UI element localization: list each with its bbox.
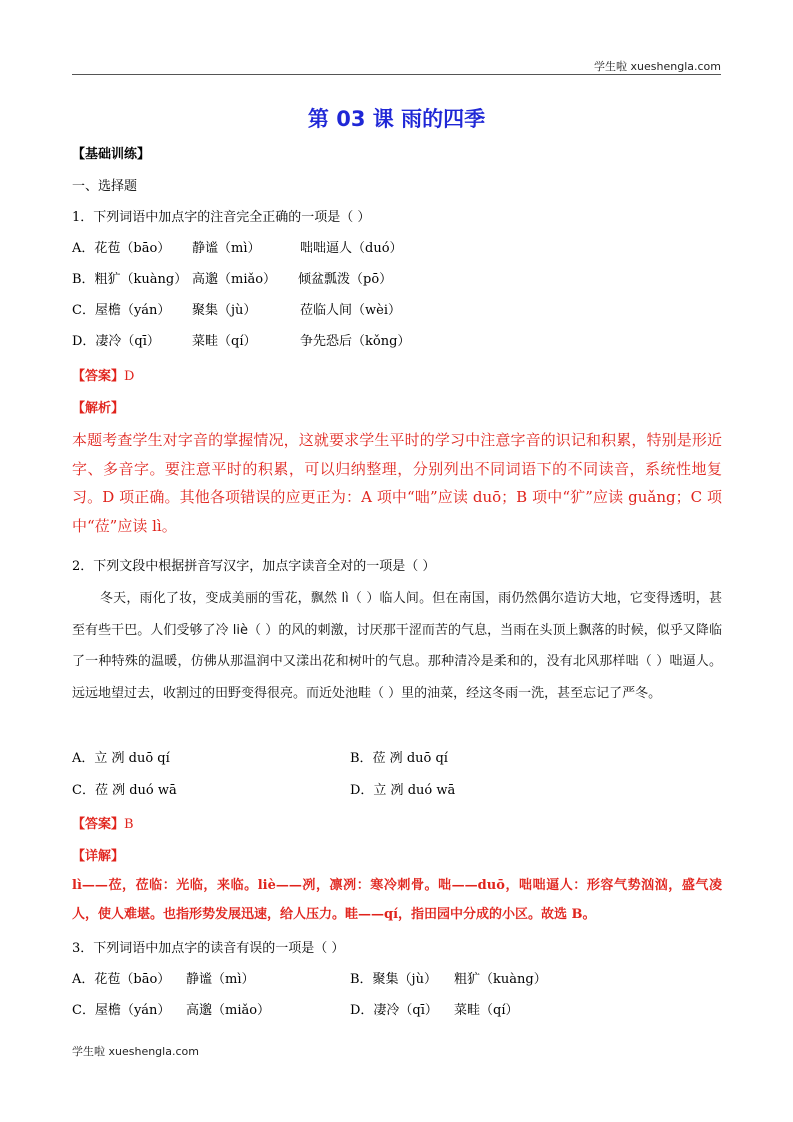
q3-option-row-1 bbox=[72, 971, 722, 989]
q2-detail: lì——莅，莅临：光临，来临。liè——冽，凛冽：寒冷刺骨。咄——duō，咄咄逼人：形容气势汹汹，盛气凌人，使人难堪。也指形势发展迅速，给人压力。畦——qí，指田园中分成的小区。故选 B。 bbox=[72, 878, 722, 922]
q2-answer-label: 【答案】 bbox=[72, 817, 125, 832]
q1-a-3: 咄咄逼人（duó） bbox=[300, 241, 403, 256]
q3-r2-4: 菜畦（qí） bbox=[454, 1003, 519, 1018]
q1-answer bbox=[72, 368, 134, 386]
q3-option-row-2 bbox=[72, 1002, 722, 1020]
q1-b-3: 倾盆瓢泼（pō） bbox=[298, 272, 393, 287]
q1-b-1: B．粗犷（kuàng） bbox=[72, 272, 188, 287]
q3-r1-3: B．聚集（jù） bbox=[350, 972, 437, 987]
page-title: 第 03 课 雨的四季 bbox=[307, 107, 486, 131]
q3-r2-3: D．凄冷（qī） bbox=[350, 1003, 438, 1018]
q1-a-1: A．花苞（bāo） bbox=[72, 241, 171, 256]
q2-detail-label: 【详解】 bbox=[72, 849, 125, 864]
q3-r1-1: A．花苞（bāo） bbox=[72, 972, 171, 987]
q1-c-3: 莅临人间（wèi） bbox=[300, 303, 401, 318]
q1-stem: 1．下列词语中加点字的注音完全正确的一项是（ ） bbox=[72, 210, 371, 225]
q2-option-b: B．莅 冽 duō qí bbox=[350, 751, 448, 766]
q1-c-2: 聚集（jù） bbox=[192, 303, 257, 318]
q1-answer-label: 【答案】 bbox=[72, 369, 125, 384]
header-rule bbox=[72, 74, 721, 75]
q3-stem: 3．下列词语中加点字的读音有误的一项是（ ） bbox=[72, 941, 345, 956]
q1-analysis-label: 【解析】 bbox=[72, 401, 125, 416]
q1-d-3: 争先恐后（kǒng） bbox=[300, 334, 411, 349]
q1-option-b bbox=[72, 271, 722, 289]
q2-option-d: D．立 冽 duó wā bbox=[350, 783, 456, 798]
q2-option-a: A．立 冽 duō qí bbox=[72, 751, 170, 766]
q1-analysis: 本题考查学生对字音的掌握情况，这就要求学生平时的学习中注意字音的识记和积累，特别是形近字、多音字。要注意平时的积累，可以归纳整理，分别列出不同词语下的不同读音，系统性地复习。D 项正确。其他各项错误的应更正为：A 项中“咄”应读 duō；B 项中“犷”应读 guǎng；C 项中“莅”应读 lì。 bbox=[72, 431, 722, 536]
q3-r1-4: 粗犷（kuàng） bbox=[454, 972, 547, 987]
q2-option-c: C．莅 冽 duó wā bbox=[72, 783, 177, 798]
q1-d-2: 菜畦（qí） bbox=[192, 334, 257, 349]
q2-passage: 冬天，雨化了妆，变成美丽的雪花，飘然 lì（ ）临人间。但在南国，雨仍然偶尔造访大地，它变得透明，甚至有些干巴。人们受够了冷 liè（ ）的风的刺激，讨厌那干涩而苦的气息，当雨在头顶上飘落的时候，似乎又降临了一种特殊的温暖，仿佛从那温润中又漾出花和树叶的气息。那种清冷是柔和的，没有北风那样咄（ ）咄逼人。远远地望过去，收割过的田野变得很亮。而近处池畦（ ）里的油菜，经这冬雨一洗，甚至忘记了严冬。 bbox=[72, 591, 722, 701]
q1-d-1: D．凄冷（qī） bbox=[72, 334, 160, 349]
q2-stem: 2．下列文段中根据拼音写汉字，加点字读音全对的一项是（ ） bbox=[72, 559, 436, 574]
subsection-heading: 一、选择题 bbox=[72, 179, 138, 194]
q1-answer-value: D bbox=[124, 369, 135, 384]
header-site: 学生啦 xueshengla.com bbox=[594, 60, 721, 73]
q3-r2-1: C．屋檐（yán） bbox=[72, 1003, 171, 1018]
q1-option-a bbox=[72, 240, 722, 258]
q3-r1-2: 静谧（mì） bbox=[186, 972, 255, 987]
q2-answer-value: B bbox=[124, 817, 134, 832]
q1-option-d bbox=[72, 333, 722, 351]
q1-b-2: 高邈（miǎo） bbox=[192, 272, 277, 287]
q3-r2-2: 高邈（miǎo） bbox=[186, 1003, 271, 1018]
q2-answer bbox=[72, 816, 134, 834]
q1-a-2: 静谧（mì） bbox=[192, 241, 261, 256]
q1-c-1: C．屋檐（yán） bbox=[72, 303, 171, 318]
section-heading: 【基础训练】 bbox=[72, 147, 151, 162]
footer-site: 学生啦 xueshengla.com bbox=[72, 1045, 199, 1058]
q1-option-c bbox=[72, 302, 722, 320]
